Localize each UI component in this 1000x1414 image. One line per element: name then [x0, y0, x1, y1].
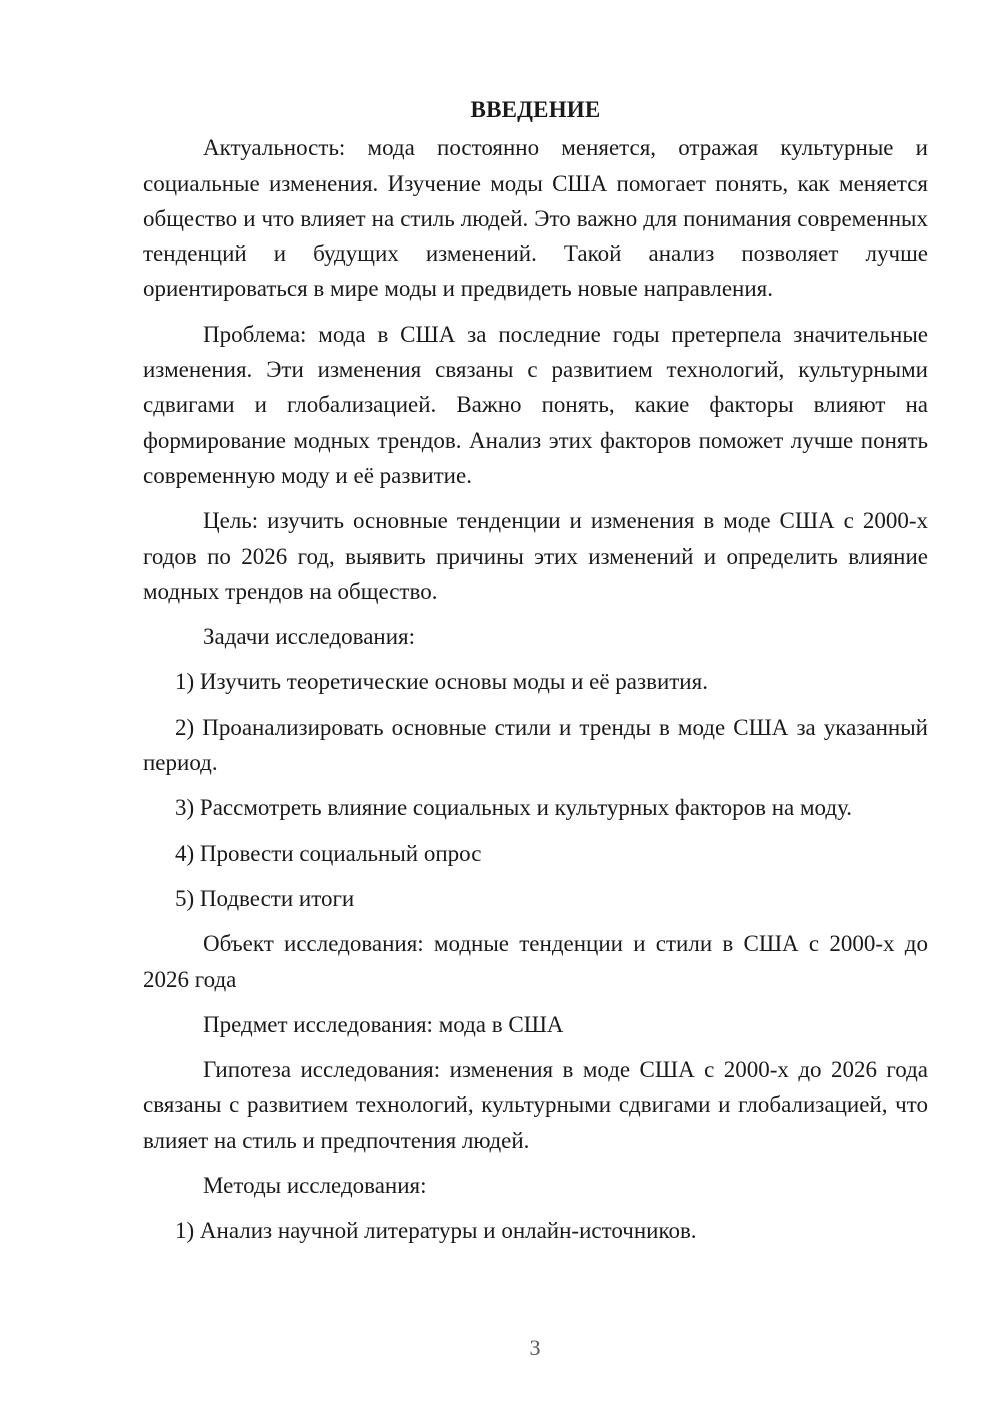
problem-paragraph: Проблема: мода в США за последние годы претерпела значительные изменения. Эти изменения связаны с развитием технологий, культурными сдвигами и глобализацией. Важно понять, какие факторы влияют на формирование модных трендов. Анализ этих факторов поможет лучше понять современную моду и её развитие.	[143, 321, 928, 488]
section-heading: ВВЕДЕНИЕ	[470, 97, 601, 122]
task-item-5: 5) Подвести итоги	[175, 885, 355, 911]
goal-paragraph: Цель: изучить основные тенденции и изменения в моде США с 2000-х годов по 2026 год, выявить причины этих изменений и определить влияние модных трендов на общество.	[143, 508, 928, 604]
task-item-4: 4) Провести социальный опрос	[175, 840, 482, 866]
task-item-3: 3) Рассмотреть влияние социальных и культурных факторов на моду.	[175, 795, 853, 821]
subject-paragraph: Предмет исследования: мода в США	[203, 1011, 564, 1037]
relevance-paragraph: Актуальность: мода постоянно меняется, отражая культурные и социальные изменения. Изучение моды США помогает понять, как меняется общество и что влияет на стиль людей. Это важно для понимания современных тенденций и будущих изменений. Такой анализ позволяет лучше ориентироваться в мире моды и предвидеть новые направления.	[143, 135, 928, 302]
task-item-1: 1) Изучить теоретические основы моды и её развития.	[175, 669, 708, 695]
hypothesis-paragraph: Гипотеза исследования: изменения в моде США с 2000-х до 2026 года связаны с развитием технологий, культурными сдвигами и глобализацией, что влияет на стиль и предпочтения людей.	[143, 1057, 928, 1153]
task-item-2: 2) Проанализировать основные стили и тренды в моде США за указанный период.	[143, 714, 928, 776]
page-number: 3	[529, 1335, 541, 1360]
tasks-heading: Задачи исследования:	[203, 624, 416, 650]
method-item-1: 1) Анализ научной литературы и онлайн-источников.	[175, 1218, 697, 1244]
document-page	[143, 92, 928, 1259]
methods-heading: Методы исследования:	[203, 1173, 427, 1199]
object-paragraph: Объект исследования: модные тенденции и стили в США с 2000-х до 2026 года	[143, 931, 928, 992]
